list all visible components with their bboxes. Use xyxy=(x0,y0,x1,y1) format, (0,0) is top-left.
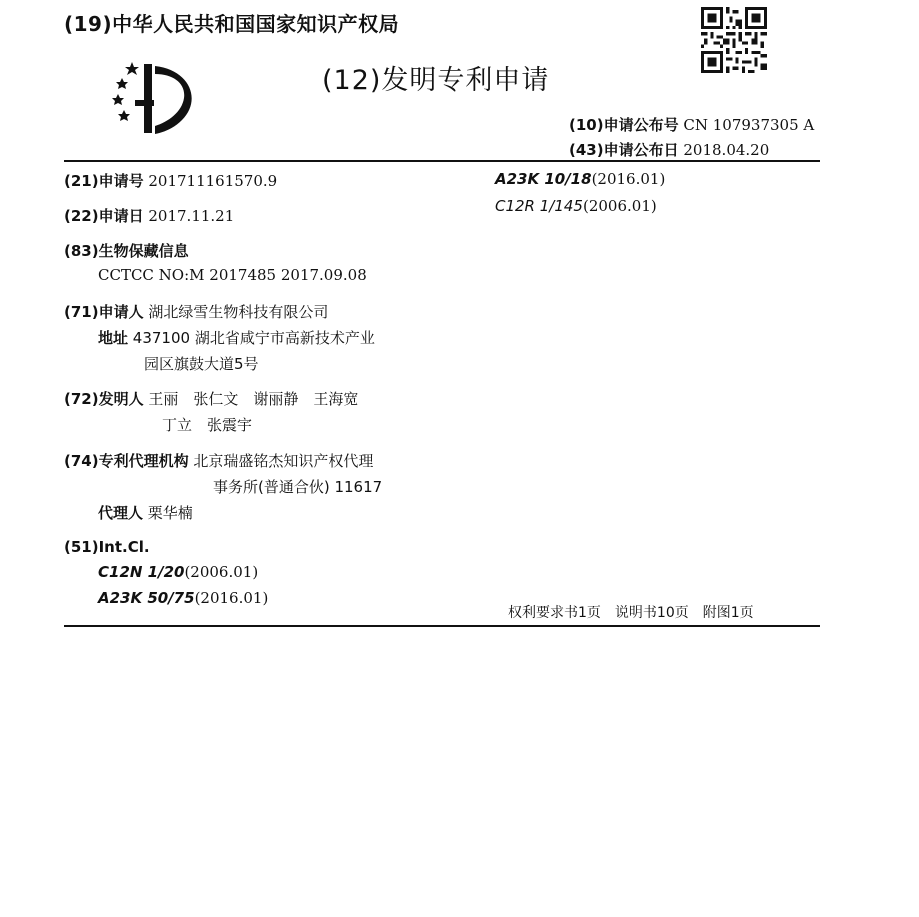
app-date: 2017.11.21 xyxy=(148,207,235,225)
office-name: (19)中华人民共和国国家知识产权局 xyxy=(64,12,400,36)
sipo-logo-icon xyxy=(110,60,205,140)
top-rule xyxy=(64,160,820,162)
address-label: 地址 xyxy=(98,329,129,347)
bio-value: CCTCC NO:M 2017485 2017.09.08 xyxy=(98,266,367,284)
app-no-label: (21)申请号 xyxy=(64,172,144,190)
pub-date-label: (43)申请公布日 xyxy=(569,141,679,159)
bottom-rule xyxy=(64,625,820,627)
agency-label: (74)专利代理机构 xyxy=(64,452,189,470)
bio-label: (83)生物保藏信息 xyxy=(64,242,189,260)
agency-line-2: 事务所(普通合伙) 11617 xyxy=(213,478,383,496)
inventors-line-1: 王丽 张仁文 谢丽静 王海宽 xyxy=(148,390,359,408)
document-title: (12)发明专利申请 xyxy=(322,65,550,96)
address-line-2: 园区旗鼓大道5号 xyxy=(144,355,259,373)
int-cl-code: C12R 1/145 xyxy=(495,197,583,215)
inventors-line-2: 丁立 张震宇 xyxy=(162,416,253,434)
pub-no: CN 107937305 A xyxy=(683,116,815,134)
inventor-label: (72)发明人 xyxy=(64,390,144,408)
address-line-1: 437100 湖北省咸宁市高新技术产业 xyxy=(132,329,375,347)
int-cl-code: A23K 50/75 xyxy=(98,589,195,607)
int-cl-label: (51)Int.Cl. xyxy=(64,538,150,556)
int-cl-version: (2006.01) xyxy=(184,563,259,581)
applicant-label: (71)申请人 xyxy=(64,303,144,321)
app-date-label: (22)申请日 xyxy=(64,207,144,225)
applicant: 湖北绿雪生物科技有限公司 xyxy=(148,303,329,321)
pub-date: 2018.04.20 xyxy=(683,141,770,159)
pub-no-label: (10)申请公布号 xyxy=(569,116,679,134)
app-no: 201711161570.9 xyxy=(148,172,278,190)
int-cl-code: C12N 1/20 xyxy=(98,563,185,581)
agency-line-1: 北京瑞盛铭杰知识产权代理 xyxy=(193,452,374,470)
qr-code-icon xyxy=(701,7,767,73)
int-cl-version: (2016.01) xyxy=(194,589,269,607)
agent-label: 代理人 xyxy=(98,504,144,522)
page-count: 权利要求书1页 说明书10页 附图1页 xyxy=(508,605,754,621)
int-cl-code: A23K 10/18 xyxy=(495,170,592,188)
agent: 栗华楠 xyxy=(147,504,193,522)
int-cl-version: (2006.01) xyxy=(582,197,657,215)
int-cl-version: (2016.01) xyxy=(591,170,666,188)
